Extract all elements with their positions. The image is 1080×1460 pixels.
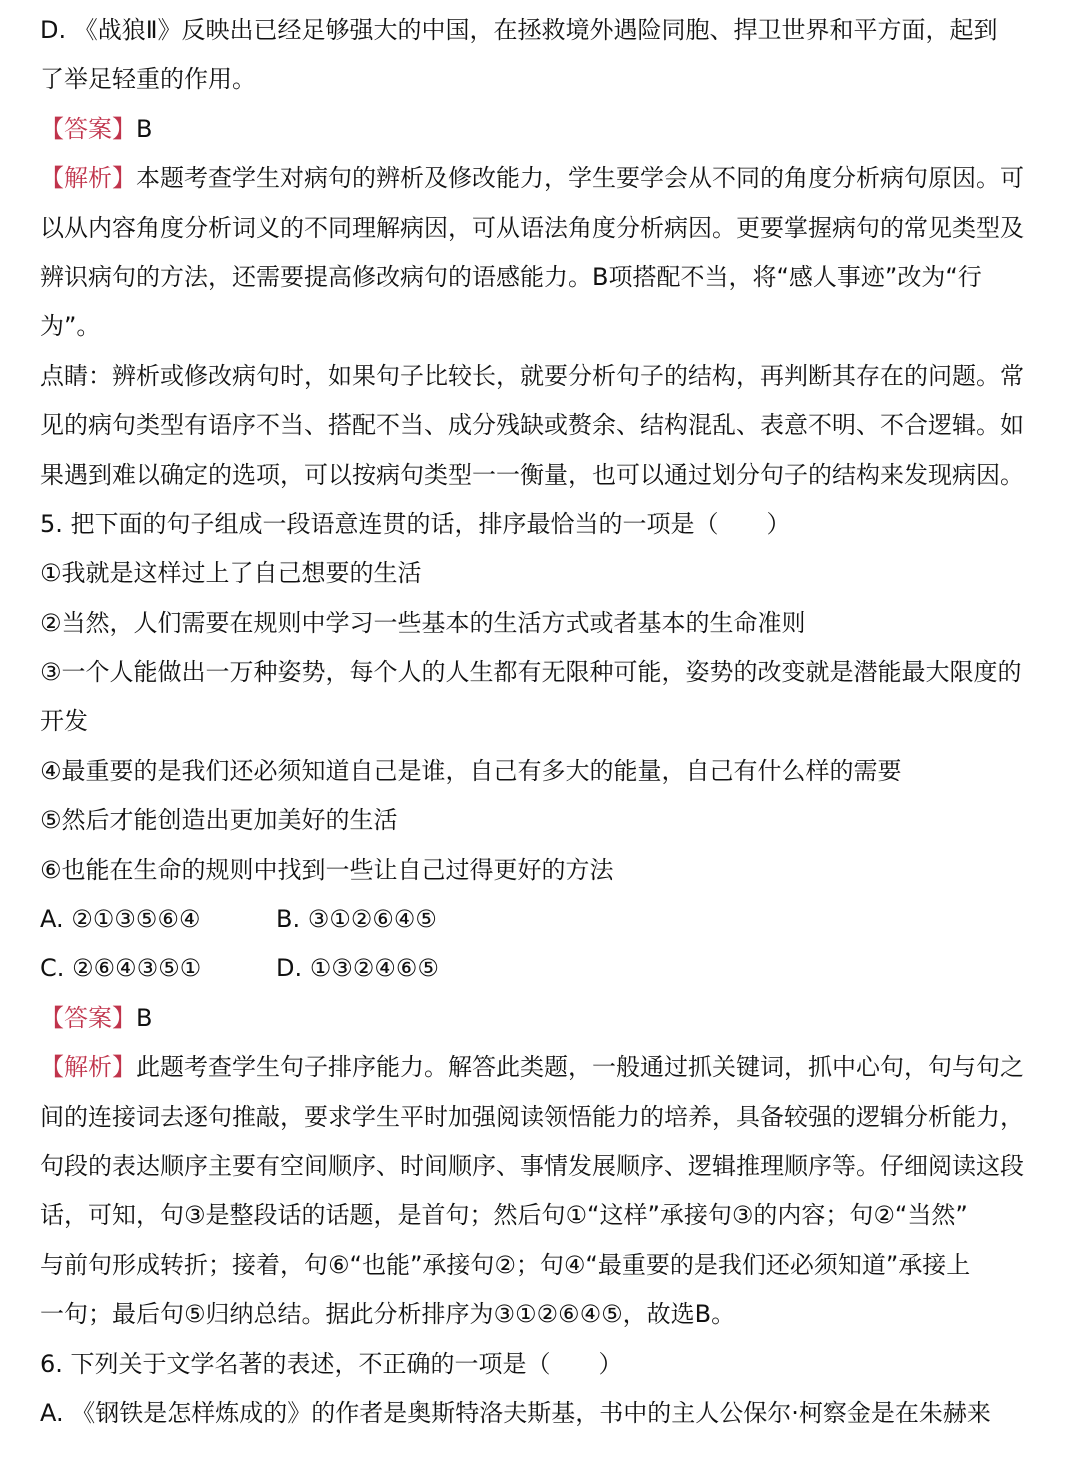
q5-options-cd [40,944,1052,993]
q5-sentence-5: ⑤然后才能创造出更加美好的生活 [40,806,398,835]
q5-analysis-line1 [40,1043,1052,1092]
q5-analysis-line5: 与前句形成转折；接着，句⑥“也能”承接句②；句④“最重要的是我们还必须知道”承接上 [40,1250,971,1279]
q4-analysis-line2: 以从内容角度分析词义的不同理解病因，可从语法角度分析病因。更要掌握病句的常见类型及 [40,213,1024,242]
q5-analysis-line3: 句段的表达顺序主要有空间顺序、时间顺序、事情发展顺序、逻辑推理顺序等。仔细阅读这段 [40,1151,1024,1180]
q5-answer [40,994,1052,1043]
q5-option-d: D. ①③②④⑥⑤ [276,954,439,983]
q5-option-a: A. ②①③⑤⑥④ [40,905,201,934]
q5-sentence-3-line2: 开发 [40,707,88,736]
q5-sentence-1: ①我就是这样过上了自己想要的生活 [40,559,422,588]
answer-value: B [136,1003,153,1032]
q5-sentence-6: ⑥也能在生命的规则中找到一些让自己过得更好的方法 [40,855,614,884]
answer-value: B [136,114,153,143]
q6-stem: 6. 下列关于文学名著的表述，不正确的一项是（ ） [40,1349,623,1378]
prev-option-d-line2: 了举足轻重的作用。 [40,65,256,94]
q4-analysis-line1 [40,154,1052,203]
q5-sentence-3-line1: ③一个人能做出一万种姿势，每个人的人生都有无限种可能，姿势的改变就是潜能最大限度的 [40,658,1022,687]
q5-option-b: B. ③①②⑥④⑤ [276,905,437,934]
q5-analysis-line4: 话，可知，句③是整段话的话题，是首句；然后句①“这样”承接句③的内容；句②“当然” [40,1201,968,1230]
q6-option-a-line1: A. 《钢铁是怎样炼成的》的作者是奥斯特洛夫斯基，书中的主人公保尔·柯察金是在朱赫来 [40,1398,991,1427]
q4-tip-line1: 点睛：辨析或修改病句时，如果句子比较长，就要分析句子的结构，再判断其存在的问题。常 [40,361,1024,390]
q5-analysis-line2: 间的连接词去逐句推敲，要求学生平时加强阅读领悟能力的培养，具备较强的逻辑分析能力， [40,1102,1024,1131]
q4-tip-line2: 见的病句类型有语序不当、搭配不当、成分残缺或赘余、结构混乱、表意不明、不合逻辑。如 [40,411,1024,440]
analysis-text: 本题考查学生对病句的辨析及修改能力，学生要学会从不同的角度分析病句原因。可 [136,164,1024,193]
analysis-tag: 【解析】 [40,164,136,193]
q5-sentence-2: ②当然，人们需要在规则中学习一些基本的生活方式或者基本的生命准则 [40,608,806,637]
q5-sentence-4: ④最重要的是我们还必须知道自己是谁，自己有多大的能量，自己有什么样的需要 [40,756,902,785]
prev-option-d-line1: D. 《战狼Ⅱ》反映出已经足够强大的中国，在拯救境外遇险同胞、捍卫世界和平方面，起到 [40,16,998,44]
q4-tip-line3: 果遇到难以确定的选项，可以按病句类型一一衡量，也可以通过划分句子的结构来发现病因。 [40,460,1024,489]
q4-analysis-line4: 为”。 [40,312,101,341]
q5-options-ab [40,895,1052,944]
analysis-text: 此题考查学生句子排序能力。解答此类题，一般通过抓关键词，抓中心句，句与句之 [136,1053,1024,1082]
q5-option-c: C. ②⑥④③⑤① [40,954,202,983]
q5-stem: 5. 把下面的句子组成一段语意连贯的话，排序最恰当的一项是（ ） [40,509,791,538]
q5-analysis-line6: 一句；最后句⑤归纳总结。据此分析排序为③①②⑥④⑤，故选B。 [40,1300,736,1329]
q4-analysis-line3: 辨识病句的方法，还需要提高修改病句的语感能力。B项搭配不当，将“感人事迹”改为“行 [40,262,982,291]
answer-tag: 【答案】 [40,1003,136,1032]
document-page [40,6,1052,1438]
answer-tag: 【答案】 [40,114,136,143]
q4-answer [40,105,1052,154]
analysis-tag: 【解析】 [40,1053,136,1082]
